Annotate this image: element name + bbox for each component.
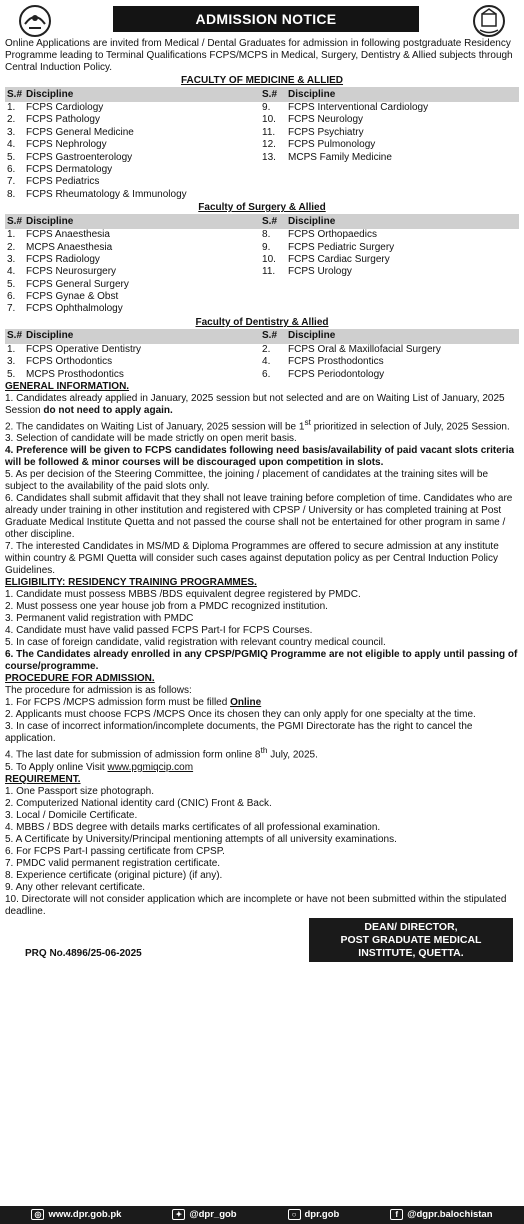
general-item-6: 6. Candidates shall submit affidavit that they shall not leave training before completion of time. Candidates who are already under training in other institution and registered with CPSP / University or has completed training at Post Graduate Medical Institute Quetta and not passed the course shall not be entertained for other program in same / other discipline.: [5, 493, 513, 541]
discipline-table: [5, 214, 519, 316]
procedure-item-4: 4. The last date for submission of admission form online 8th July, 2025.: [5, 745, 318, 761]
prq-number: PRQ No.4896/25-06-2025: [25, 947, 142, 959]
signature-line-1: DEAN/ DIRECTOR,: [364, 920, 458, 933]
serial-cell: 9.: [262, 102, 271, 113]
serial-cell: 9.: [262, 241, 271, 253]
serial-cell: [260, 164, 286, 176]
table-row: [5, 344, 519, 356]
discipline-cell: FCPS Pulmonology: [288, 139, 376, 151]
requirement-list: [5, 786, 519, 918]
column-header: Discipline: [24, 214, 260, 229]
list-item: 5. In case of foreign candidate, valid registration with relevant country medical council.: [5, 637, 386, 649]
faculty-title: FACULTY OF MEDICINE & ALLIED: [180, 75, 344, 86]
discipline-cell: FCPS Gastroenterology: [26, 151, 133, 163]
column-header: Discipline: [286, 329, 519, 344]
serial-cell: 8.: [262, 229, 271, 241]
list-item: 2. Computerized National identity card (CNIC) Front & Back.: [5, 797, 272, 809]
table-row: [5, 279, 519, 291]
serial-cell: 3.: [7, 126, 16, 138]
serial-cell: 12.: [262, 139, 276, 151]
eligibility-item-6: 6. The Candidates already enrolled in any CPSP/PGMIQ Programme are not eligible to apply until passing of course/programme.: [5, 649, 518, 673]
serial-cell: 4.: [262, 356, 271, 368]
footer-instagram[interactable]: [288, 1209, 340, 1220]
discipline-cell: [286, 189, 519, 201]
discipline-cell: FCPS Rheumatology & Immunology: [26, 188, 187, 200]
serial-cell: 6.: [7, 291, 16, 303]
column-header: S.#: [5, 87, 24, 102]
serial-cell: 4.: [7, 266, 16, 278]
discipline-cell: [286, 176, 519, 188]
serial-cell: 1.: [7, 102, 16, 113]
general-item-3: 3. Selection of candidate will be made strictly on open merit basis.: [5, 433, 297, 445]
serial-cell: 1.: [7, 229, 16, 241]
intro-paragraph: Online Applications are invited from Medical / Dental Graduates for admission in following postgraduate Residency Programme leading to Terminal Qualifications FCPS/MCPS in Medical, Surgery, Dentistry & Allied subjects through Central Induction Policy.: [5, 38, 513, 73]
serial-cell: 10.: [262, 114, 276, 126]
discipline-cell: FCPS Nephrology: [26, 139, 107, 151]
discipline-cell: FCPS Pediatric Surgery: [288, 241, 395, 253]
serial-cell: 7.: [7, 303, 16, 315]
list-item: 7. PMDC valid permanent registration certificate.: [5, 857, 221, 869]
requirement-heading: REQUIREMENT.: [5, 773, 81, 785]
table-row: [5, 127, 519, 139]
discipline-cell: FCPS Cardiac Surgery: [288, 253, 390, 265]
signature-area: [5, 918, 519, 966]
discipline-cell: FCPS General Medicine: [26, 126, 134, 138]
list-item: 6. For FCPS Part-I passing certificate from CPSP.: [5, 845, 225, 857]
discipline-cell: FCPS Neurosurgery: [26, 266, 117, 278]
serial-cell: [260, 291, 286, 303]
list-item: 1. Candidate must possess MBBS /BDS equivalent degree registered by PMDC.: [5, 589, 361, 601]
footer-bar: [0, 1206, 524, 1224]
discipline-cell: FCPS Ophthalmology: [26, 303, 123, 315]
apply-online-link[interactable]: www.pgmiqcip.com: [107, 761, 194, 773]
discipline-table: [5, 329, 519, 381]
footer-facebook-text: @dgpr.balochistan: [407, 1209, 493, 1221]
twitter-icon: ✦: [172, 1209, 185, 1220]
column-header: Discipline: [286, 214, 519, 229]
serial-cell: 4.: [7, 139, 16, 151]
serial-cell: 2.: [7, 114, 16, 126]
table-row: [5, 242, 519, 254]
faculties-section: [5, 75, 519, 381]
procedure-intro: The procedure for admission is as follows:: [5, 685, 192, 697]
table-header-row: [5, 214, 519, 229]
list-item: 9. Any other relevant certificate.: [5, 881, 146, 893]
eligibility-heading: ELIGIBILITY: RESIDENCY TRAINING PROGRAMMES.: [5, 577, 257, 589]
serial-cell: 6.: [262, 368, 271, 380]
signature-line-3: INSTITUTE, QUETTA.: [358, 946, 464, 959]
procedure-item-5: 5. To Apply online Visit www.pgmiqcip.com: [5, 761, 194, 773]
discipline-table: [5, 87, 519, 201]
list-item: 4. Candidate must have valid passed FCPS Part-I for FCPS Courses.: [5, 625, 313, 637]
discipline-cell: FCPS Radiology: [26, 253, 100, 265]
globe-icon: ◎: [31, 1209, 44, 1220]
footer-instagram-text: dpr.gob: [304, 1209, 340, 1221]
serial-cell: 1.: [7, 343, 16, 355]
table-row: [5, 229, 519, 241]
table-row: [5, 176, 519, 188]
list-item: 5. A Certificate by University/Principal mentioning attempts of all university examinations.: [5, 833, 397, 845]
discipline-cell: FCPS Operative Dentistry: [26, 343, 142, 355]
table-row: [5, 356, 519, 368]
table-row: [5, 152, 519, 164]
serial-cell: [260, 189, 286, 201]
serial-cell: 13.: [262, 151, 276, 163]
serial-cell: 2.: [7, 241, 16, 253]
serial-cell: 6.: [7, 163, 16, 175]
discipline-cell: [286, 279, 519, 291]
general-information-heading: GENERAL INFORMATION.: [5, 381, 130, 393]
discipline-cell: MCPS Anaesthesia: [26, 241, 113, 253]
serial-cell: [260, 176, 286, 188]
general-item-4: 4. Preference will be given to FCPS candidates following need basis/availability of paid vacant slots criteria will be followed & minor courses will be discouraged upon competition in slots.: [5, 445, 515, 469]
discipline-cell: FCPS Dermatology: [26, 163, 113, 175]
column-header: S.#: [260, 214, 286, 229]
serial-cell: 5.: [7, 278, 16, 290]
discipline-cell: FCPS Periodontology: [288, 368, 385, 380]
discipline-cell: FCPS Gynae & Obst: [26, 291, 119, 303]
eligibility-list: [5, 589, 519, 649]
table-row: [5, 189, 519, 201]
procedure-item-3: 3. In case of incorrect information/incomplete documents, the PGMI Directorate has the right to cancel the application.: [5, 721, 473, 745]
footer-web[interactable]: [31, 1209, 121, 1220]
general-item-1: 1. Candidates already applied in January, 2025 session but not selected and are on Waiting List of January, 2025 Session do not need to apply again.: [5, 393, 505, 417]
discipline-cell: MCPS Prosthodontics: [26, 368, 124, 380]
table-row: [5, 139, 519, 151]
general-item-5: 5. As per decision of the Steering Committee, the joining / placement of candidates at the training sites will be subject to the availability of the paid slots only.: [5, 469, 489, 493]
table-row: [5, 114, 519, 126]
table-row: [5, 266, 519, 278]
list-item: 8. Experience certificate (original picture) (if any).: [5, 869, 223, 881]
table-row: [5, 102, 519, 114]
signature-line-2: POST GRADUATE MEDICAL: [340, 933, 482, 946]
general-item-2: 2. The candidates on Waiting List of January, 2025 session will be 1st prioritized in selection of July, 2025 Session.: [5, 417, 510, 433]
faculty-title: Faculty of Surgery & Allied: [198, 202, 326, 214]
list-item: 3. Permanent valid registration with PMDC: [5, 613, 194, 625]
column-header: Discipline: [24, 87, 260, 102]
serial-cell: 11.: [262, 126, 276, 138]
procedure-item-1: 1. For FCPS /MCPS admission form must be filled Online: [5, 697, 262, 709]
list-item: 4. MBBS / BDS degree with details marks certificates of all professional examination.: [5, 821, 381, 833]
list-item: 2. Must possess one year house job from a PMDC recognized institution.: [5, 601, 328, 613]
discipline-cell: FCPS Psychiatry: [288, 126, 364, 138]
list-item: 1. One Passport size photograph.: [5, 785, 154, 797]
column-header: Discipline: [286, 87, 519, 102]
column-header: S.#: [260, 329, 286, 344]
footer-twitter[interactable]: [172, 1209, 236, 1220]
serial-cell: 10.: [262, 253, 276, 265]
procedure-item-2: 2. Applicants must choose FCPS /MCPS Once its chosen they can only apply for one specialty at the time.: [5, 709, 476, 721]
serial-cell: 2.: [262, 343, 271, 355]
column-header: S.#: [260, 87, 286, 102]
faculty-title: Faculty of Dentistry & Allied: [195, 316, 329, 328]
table-row: [5, 164, 519, 176]
discipline-cell: [286, 291, 519, 303]
discipline-cell: FCPS Urology: [288, 266, 352, 278]
discipline-cell: FCPS Prosthodontics: [288, 356, 384, 368]
discipline-cell: FCPS Orthopaedics: [288, 229, 377, 241]
footer-twitter-text: @dpr_gob: [189, 1209, 237, 1221]
discipline-cell: FCPS Interventional Cardiology: [288, 102, 429, 113]
serial-cell: 8.: [7, 188, 16, 200]
discipline-cell: FCPS Orthodontics: [26, 356, 113, 368]
notice-title: ADMISSION NOTICE: [113, 6, 419, 32]
table-row: [5, 291, 519, 303]
serial-cell: [260, 303, 286, 315]
discipline-cell: FCPS Anaesthesia: [26, 229, 110, 241]
serial-cell: 7.: [7, 176, 16, 188]
discipline-cell: FCPS General Surgery: [26, 278, 129, 290]
serial-cell: 5.: [7, 368, 16, 380]
general-item-7: 7. The interested Candidates in MS/MD & Diploma Programmes are offered to secure admission at any institute within country & PGMI Quetta will consider such cases against deputation policy as per Central Induction Policy Guidelines.: [5, 541, 499, 577]
institute-emblem-icon: [471, 4, 507, 38]
discipline-cell: FCPS Cardiology: [26, 102, 104, 113]
serial-cell: [260, 279, 286, 291]
serial-cell: 3.: [7, 356, 16, 368]
discipline-cell: FCPS Neurology: [288, 114, 364, 126]
column-header: S.#: [5, 329, 24, 344]
footer-web-text: www.dpr.gob.pk: [48, 1209, 122, 1221]
table-row: [5, 369, 519, 381]
table-row: [5, 254, 519, 266]
table-header-row: [5, 329, 519, 344]
government-emblem-icon: [17, 4, 53, 38]
footer-facebook[interactable]: [390, 1209, 492, 1220]
serial-cell: 5.: [7, 151, 16, 163]
discipline-cell: [286, 164, 519, 176]
discipline-cell: FCPS Oral & Maxillofacial Surgery: [288, 343, 441, 355]
column-header: S.#: [5, 214, 24, 229]
discipline-cell: FCPS Pathology: [26, 114, 100, 126]
discipline-cell: [286, 303, 519, 315]
header: [5, 2, 519, 40]
serial-cell: 3.: [7, 253, 16, 265]
list-item: 10. Directorate will not consider application which are incomplete or have not been submitted within the stipulated deadline.: [5, 893, 507, 917]
dean-signature-block: [309, 918, 513, 962]
table-header-row: [5, 87, 519, 102]
serial-cell: 11.: [262, 266, 276, 278]
discipline-cell: MCPS Family Medicine: [288, 151, 392, 163]
procedure-heading: PROCEDURE FOR ADMISSION.: [5, 673, 155, 685]
discipline-cell: FCPS Pediatrics: [26, 176, 100, 188]
list-item: 3. Local / Domicile Certificate.: [5, 809, 138, 821]
facebook-icon: f: [390, 1209, 403, 1220]
table-row: [5, 303, 519, 315]
column-header: Discipline: [24, 329, 260, 344]
instagram-icon: ○: [288, 1209, 301, 1220]
